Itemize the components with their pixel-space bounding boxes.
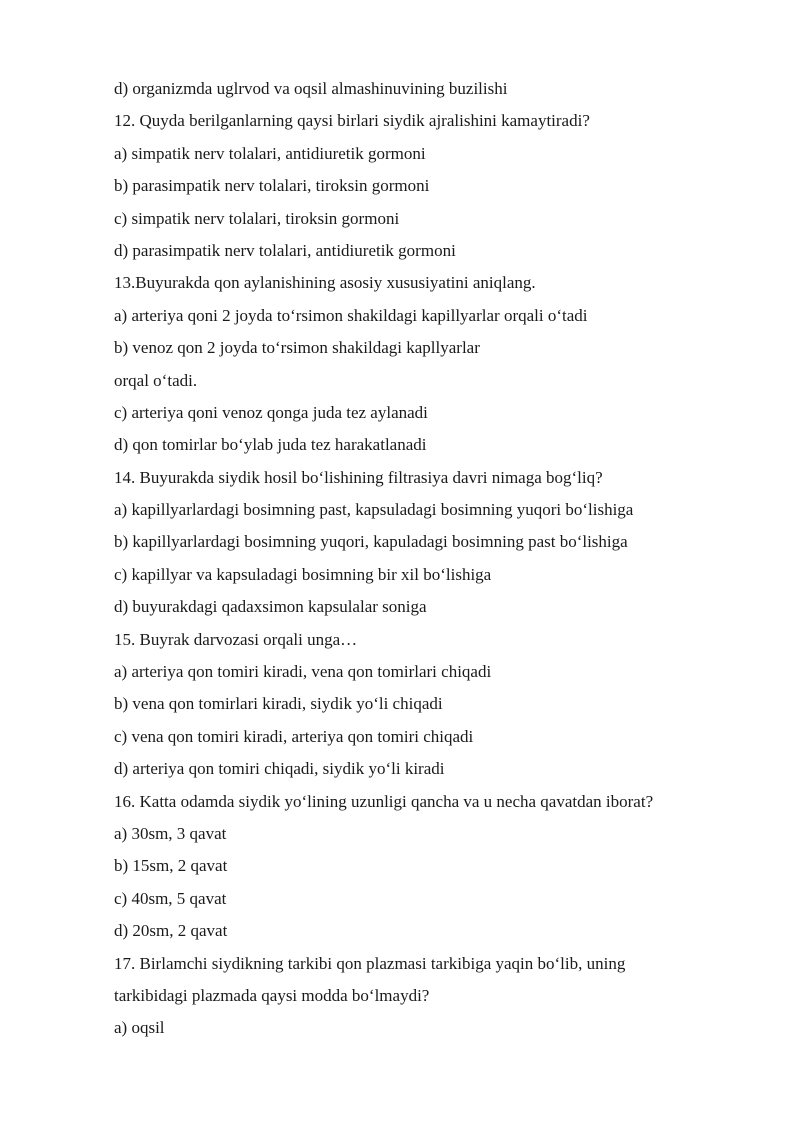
option-line: c) vena qon tomiri kiradi, arteriya qon tomiri chiqadi — [114, 726, 474, 746]
option-line: d) qon tomirlar bo‘ylab juda tez harakatlanadi — [114, 435, 427, 455]
option-line: b) 15sm, 2 qavat — [114, 856, 228, 876]
option-line: a) arteriya qoni 2 joyda to‘rsimon shakildagi kapillyarlar orqali o‘tadi — [114, 305, 588, 325]
document-body — [114, 73, 754, 1045]
question-line: 13.Buyurakda qon aylanishining asosiy xususiyatini aniqlang. — [114, 273, 536, 293]
option-line: b) venoz qon 2 joyda to‘rsimon shakildagi kapllyarlar — [114, 338, 480, 358]
option-line: a) kapillyarlardagi bosimning past, kapsuladagi bosimning yuqori bo‘lishiga — [114, 500, 634, 520]
option-line: b) parasimpatik nerv tolalari, tiroksin gormoni — [114, 176, 430, 196]
option-line: a) arteriya qon tomiri kiradi, vena qon tomirlari chiqadi — [114, 662, 492, 682]
option-line: d) organizmda uglrvod va oqsil almashinuvining buzilishi — [114, 79, 508, 98]
question-line: 17. Birlamchi siydikning tarkibi qon plazmasi tarkibiga yaqin bo‘lib, uning — [114, 953, 626, 973]
question-line: 12. Quyda berilganlarning qaysi birlari siydik ajralishini kamaytiradi? — [114, 111, 590, 131]
question-continuation-line: tarkibidagi plazmada qaysi modda bo‘lmaydi? — [114, 985, 430, 1005]
option-line: a) oqsil — [114, 1018, 165, 1038]
option-line: b) vena qon tomirlari kiradi, siydik yo‘li chiqadi — [114, 694, 443, 714]
question-line: 15. Buyrak darvozasi orqali unga… — [114, 629, 358, 649]
option-line: d) 20sm, 2 qavat — [114, 921, 228, 941]
question-line: 14. Buyurakda siydik hosil bo‘lishining filtrasiya davri nimaga bog‘liq? — [114, 467, 603, 487]
option-line: a) simpatik nerv tolalari, antidiuretik gormoni — [114, 143, 426, 163]
option-line: c) 40sm, 5 qavat — [114, 888, 227, 908]
option-line: c) kapillyar va kapsuladagi bosimning bir xil bo‘lishiga — [114, 564, 492, 584]
option-line: d) buyurakdagi qadaxsimon kapsulalar soniga — [114, 597, 427, 617]
question-line: 16. Katta odamda siydik yo‘lining uzunligi qancha va u necha qavatdan iborat? — [114, 791, 654, 811]
option-line: c) simpatik nerv tolalari, tiroksin gormoni — [114, 208, 400, 228]
option-continuation-line: orqal o‘tadi. — [114, 370, 198, 390]
option-line: d) arteriya qon tomiri chiqadi, siydik yo‘li kiradi — [114, 759, 445, 779]
option-line: d) parasimpatik nerv tolalari, antidiuretik gormoni — [114, 240, 456, 260]
option-line: b) kapillyarlardagi bosimning yuqori, kapuladagi bosimning past bo‘lishiga — [114, 532, 628, 552]
option-line: a) 30sm, 3 qavat — [114, 823, 227, 843]
option-line: c) arteriya qoni venoz qonga juda tez aylanadi — [114, 402, 428, 422]
